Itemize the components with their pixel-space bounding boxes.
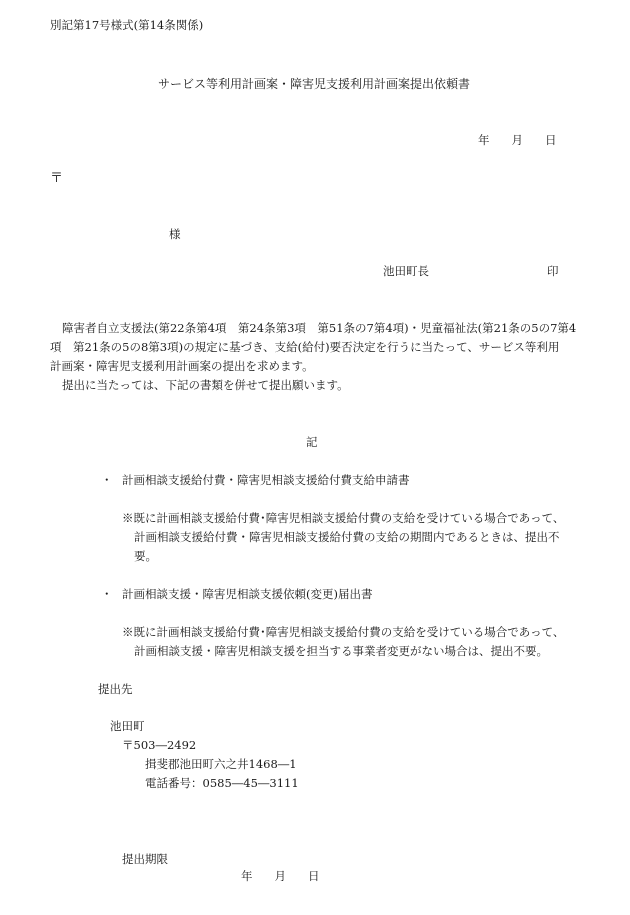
ki-heading: 記: [306, 435, 318, 449]
bullet: ・: [101, 587, 113, 601]
item-label: 計画相談支援・障害児相談支援依頼(変更)届出書: [122, 587, 373, 601]
deadline-date: [241, 871, 320, 883]
sender-name: 池田町長: [383, 264, 429, 278]
deadline-year: 年: [241, 869, 253, 883]
item-note-line: 計画相談支援・障害児相談支援を担当する事業者変更がない場合は、提出不要。: [134, 644, 548, 658]
date-line: [478, 135, 557, 147]
body-line-1: 障害者自立支援法(第22条第4項 第24条第3項 第51条の7第4項)・児童福祉法(第21条の5の7第4: [62, 321, 577, 335]
item-note-line: 計画相談支援給付費・障害児相談支援給付費の支給の期間内であるときは、提出不: [134, 530, 560, 544]
item-note-line: ※既に計画相談支援給付費･障害児相談支援給付費の支給を受けている場合であって、: [122, 511, 565, 525]
submission-phone: 電話番号：0585―45―3111: [145, 776, 299, 790]
document-title: サービス等利用計画案・障害児支援利用計画案提出依頼書: [158, 77, 471, 91]
submission-office: 池田町: [110, 719, 145, 733]
postal-mark: 〒: [50, 171, 64, 186]
date-day: 日: [545, 133, 557, 147]
item-note-line: 要。: [134, 549, 157, 563]
submission-postal: 〒503―2492: [122, 738, 197, 752]
deadline-heading: 提出期限: [122, 852, 168, 866]
body-line-4: 提出に当たっては、下記の書類を併せて提出願います。: [62, 378, 349, 392]
body-line-3: 計画案・障害児支援利用計画案の提出を求めます。: [50, 359, 314, 373]
item-label: 計画相談支援給付費・障害児相談支援給付費支給申請書: [122, 473, 410, 487]
body-line-2: 項 第21条の5の8第3項)の規定に基づき、支給(給付)要否決定を行うに当たって、サービス等利用: [50, 340, 560, 354]
form-label: 別記第17号様式(第14条関係): [50, 18, 204, 32]
seal-mark: 印: [547, 264, 559, 278]
submission-heading: 提出先: [98, 682, 133, 696]
deadline-month: 月: [274, 869, 286, 883]
date-year: 年: [478, 133, 490, 147]
submission-address: 揖斐郡池田町六之井1468―1: [145, 757, 297, 771]
deadline-day: 日: [308, 869, 320, 883]
date-month: 月: [511, 133, 523, 147]
recipient-suffix: 様: [169, 227, 181, 241]
item-note-line: ※既に計画相談支援給付費･障害児相談支援給付費の支給を受けている場合であって、: [122, 625, 565, 639]
bullet: ・: [101, 473, 113, 487]
